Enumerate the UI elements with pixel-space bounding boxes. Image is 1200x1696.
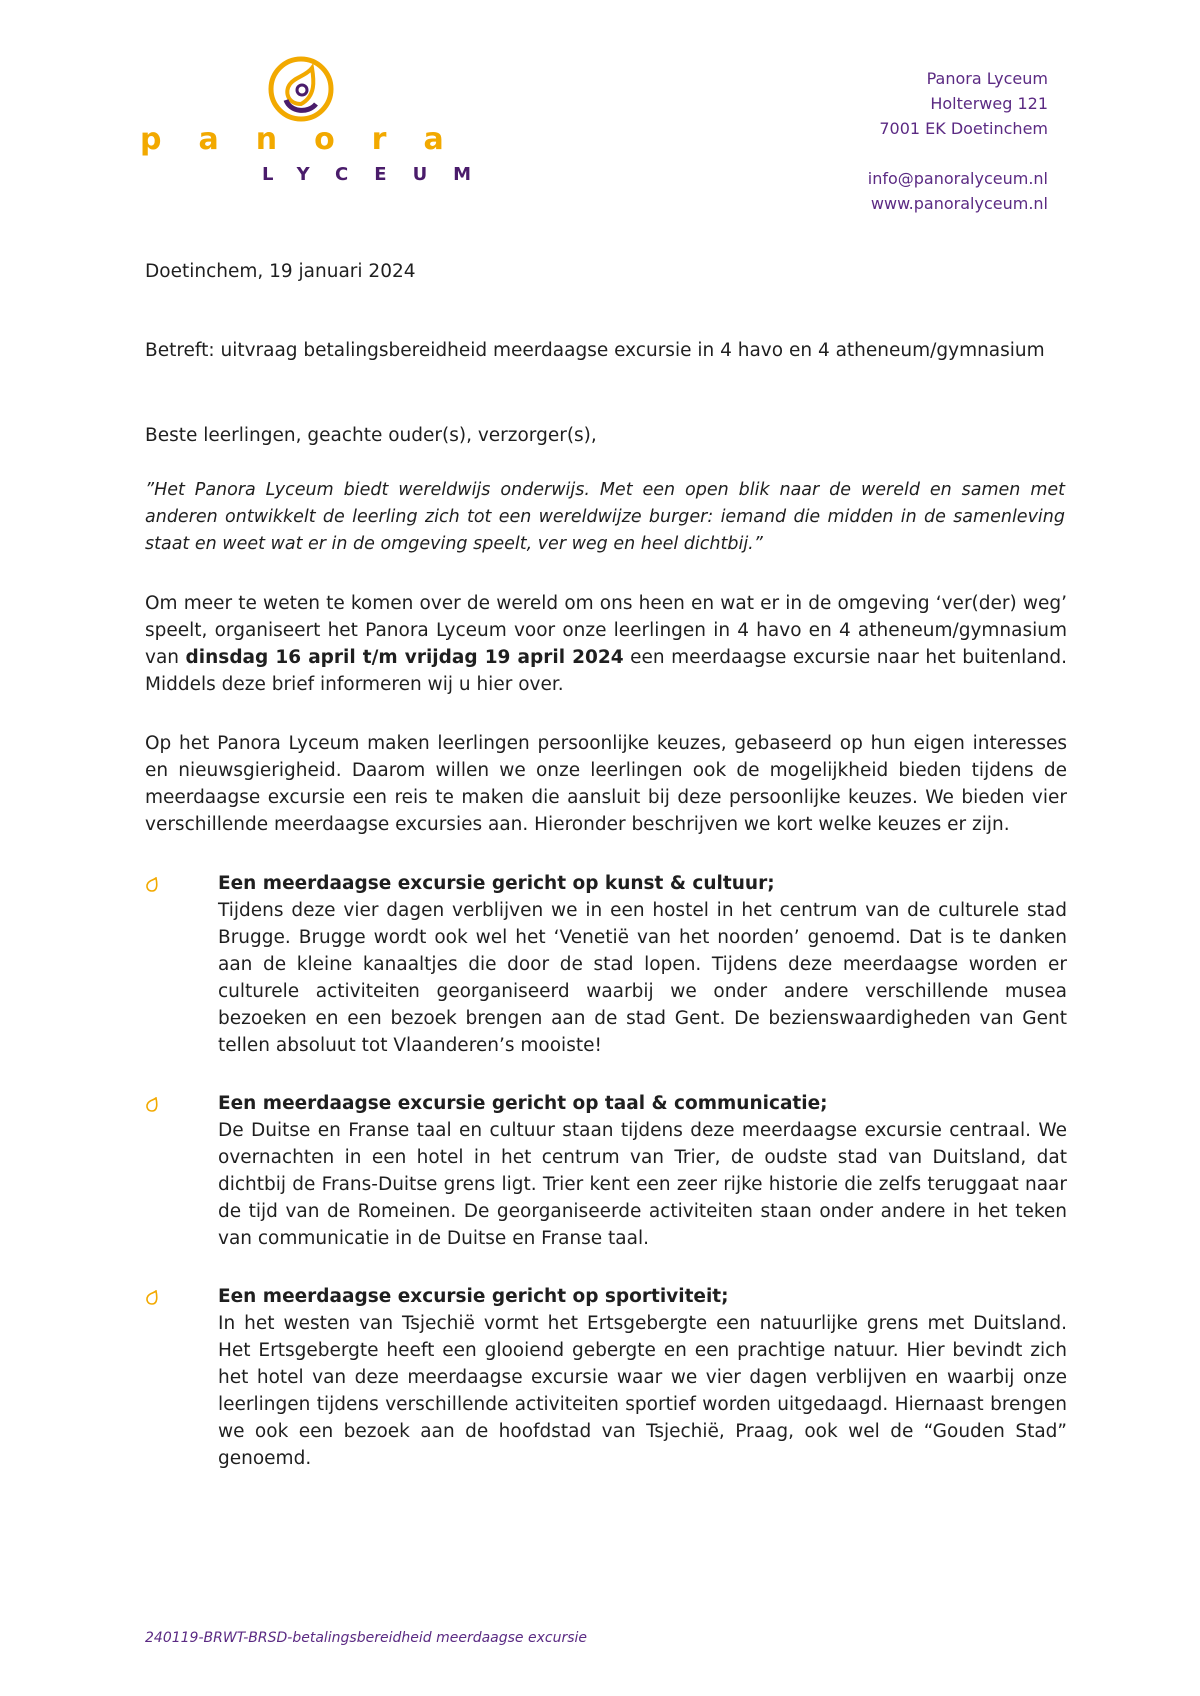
- mission-quote: ”Het Panora Lyceum biedt wereldwijs onderwijs. Met een open blik naar de wereld en samen met anderen ontwikkelt de leerling zich tot een wereldwijze burger: iemand die midden in de samenleving staat en weet wat er in de omgeving speelt, ver weg en heel dichtbij.”: [145, 480, 1065, 554]
- address-city: 7001 EK Doetinchem: [879, 119, 1048, 138]
- excursion-dates: dinsdag 16 april t/m vrijdag 19 april 2024: [185, 647, 624, 668]
- letter-salutation: Beste leerlingen, geachte ouder(s), verzorger(s),: [145, 425, 597, 446]
- logo-subtitle: LYCEUM: [262, 164, 498, 185]
- intro-paragraph: Om meer te weten te komen over de wereld om ons heen en wat er in de omgeving ‘ver(der) weg’ speelt, organiseert het Panora Lyceum voor onze leerlingen in 4 havo en 4 atheneum/gymnasium van dinsdag 16 april t/m vrijdag 19 april 2024 een meerdaagse excursie naar het buitenland. Middels deze brief informeren wij u hier over.: [145, 593, 1068, 695]
- option-item: [145, 1090, 1067, 1252]
- option-heading: Een meerdaagse excursie gericht op taal & communicatie;: [218, 1093, 828, 1114]
- option-heading: Een meerdaagse excursie gericht op sportiviteit;: [218, 1286, 729, 1307]
- address-street: Holterweg 121: [930, 94, 1048, 113]
- option-heading: Een meerdaagse excursie gericht op kunst & cultuur;: [218, 873, 775, 894]
- bullet-drop-icon: [145, 877, 159, 893]
- school-address: [868, 66, 1048, 216]
- letter-subject: Betreft: uitvraag betalingsbereidheid meerdaagse excursie in 4 havo en 4 atheneum/gymnasium: [145, 340, 1045, 361]
- choices-paragraph: Op het Panora Lyceum maken leerlingen persoonlijke keuzes, gebaseerd op hun eigen interesses en nieuwsgierigheid. Daarom willen we onze leerlingen ook de mogelijkheid bieden tijdens de meerdaagse excursie een reis te maken die aansluit bij deze persoonlijke keuzes. We bieden vier verschillende meerdaagse excursies aan. Hieronder beschrijven we kort welke keuzes er zijn.: [145, 733, 1067, 835]
- option-text: In het westen van Tsjechië vormt het Ertsgebergte een natuurlijke grens met Duitsland. Het Ertsgebergte heeft een glooiend gebergte en een prachtige natuur. Hier bevindt zich het hotel van deze meerdaagse excursie waar we vier dagen verblijven en waarbij onze leerlingen tijdens verschillende activiteiten sportief worden uitgedaagd. Hiernaast brengen we ook een bezoek aan de hoofdstad van Tsjechië, Praag, ook wel de “Gouden Stad” genoemd.: [218, 1313, 1067, 1469]
- school-logo: [140, 56, 498, 186]
- logo-wordmark: panora: [140, 122, 481, 157]
- option-text: Tijdens deze vier dagen verblijven we in een hostel in het centrum van de culturele stad Brugge. Brugge wordt ook wel het ‘Venetië van het noorden’ genoemd. Dat is te danken aan de kleine kanaaltjes die door de stad lopen. Tijdens deze meerdaagse worden er culturele activiteiten georganiseerd waarbij we onder andere verschillende musea bezoeken en een bezoek brengen aan de stad Gent. De bezienswaardigheden van Gent tellen absoluut tot Vlaanderen’s mooiste!: [218, 900, 1067, 1056]
- panora-emblem-icon: [268, 56, 334, 122]
- address-name: Panora Lyceum: [926, 69, 1048, 88]
- address-website[interactable]: www.panoralyceum.nl: [870, 194, 1048, 213]
- address-email[interactable]: info@panoralyceum.nl: [867, 169, 1048, 188]
- document-reference: 240119-BRWT-BRSD-betalingsbereidheid meerdaagse excursie: [145, 1630, 588, 1646]
- option-text: De Duitse en Franse taal en cultuur staan tijdens deze meerdaagse excursie centraal. We overnachten in een hotel in het centrum van Trier, de oudste stad van Duitsland, dat dichtbij de Frans-Duitse grens ligt. Trier kent een zeer rijke historie die zelfs teruggaat naar de tijd van de Romeinen. De georganiseerde activiteiten staan onder andere in het teken van communicatie in de Duitse en Franse taal.: [218, 1120, 1067, 1249]
- bullet-drop-icon: [145, 1097, 159, 1113]
- option-item: [145, 1283, 1067, 1472]
- letter-date: Doetinchem, 19 januari 2024: [145, 261, 416, 282]
- bullet-drop-icon: [145, 1290, 159, 1306]
- option-item: [145, 870, 1067, 1059]
